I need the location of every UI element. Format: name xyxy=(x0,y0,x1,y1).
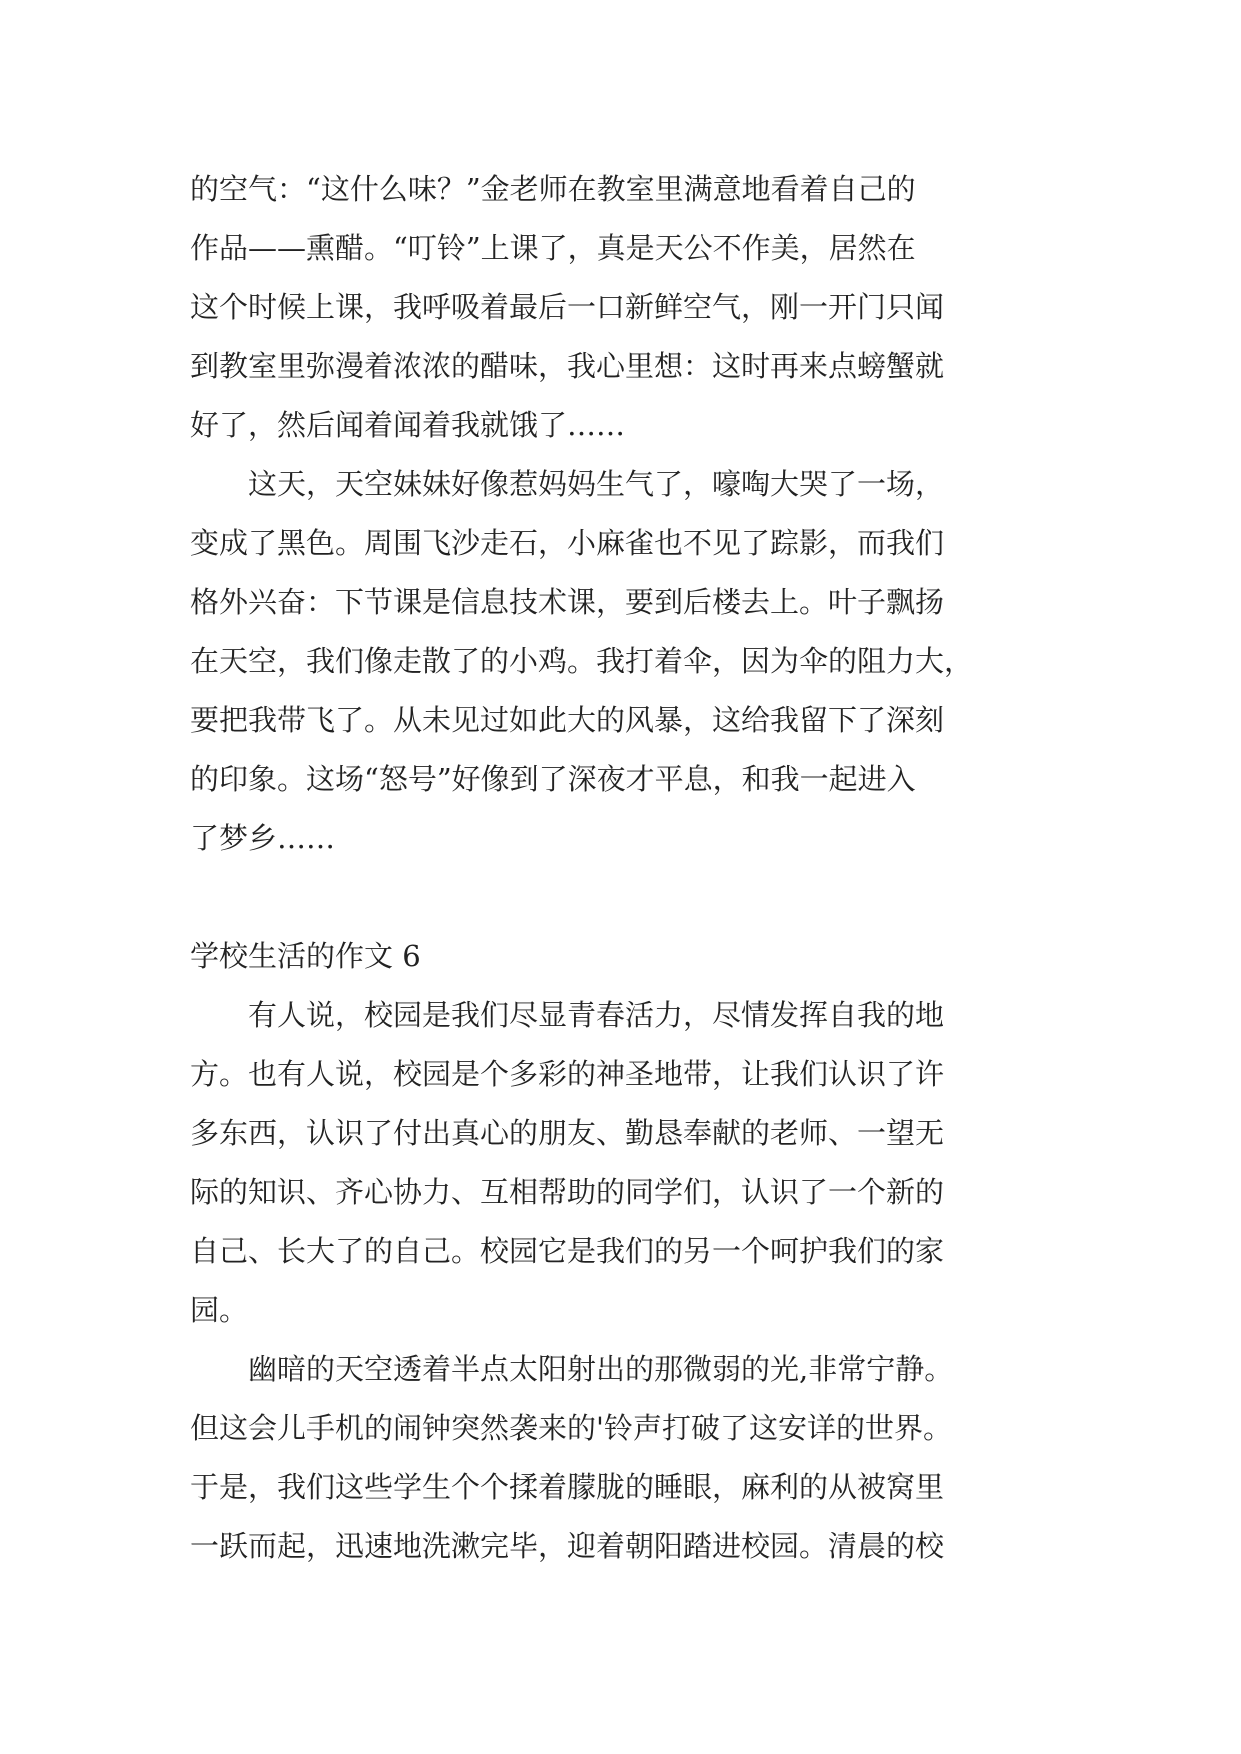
text-line: 园。 xyxy=(190,1293,249,1327)
text-line: 这天，天空妹妹好像惹妈妈生气了，嚎啕大哭了一场， xyxy=(190,467,945,501)
text-line: 这个时候上课，我呼吸着最后一口新鲜空气，刚一开门只闻 xyxy=(190,290,945,324)
text-line: 在天空，我们像走散了的小鸡。我打着伞，因为伞的阻力大， xyxy=(190,644,974,678)
text-line: 的印象。这场“怒号”好像到了深夜才平息，和我一起进入 xyxy=(190,762,916,796)
text-line: 好了，然后闻着闻着我就饿了…… xyxy=(190,408,626,442)
text-line: 方。也有人说，校园是个多彩的神圣地带，让我们认识了许 xyxy=(190,1057,945,1091)
text-line: 于是，我们这些学生个个揉着朦胧的睡眼，麻利的从被窝里 xyxy=(190,1470,945,1504)
paragraph-air-vinegar xyxy=(190,160,1070,455)
text-line: 多东西，认识了付出真心的朋友、勤恳奉献的老师、一望无 xyxy=(190,1116,945,1150)
text-line: 作品——熏醋。“叮铃”上课了，真是天公不作美，居然在 xyxy=(190,231,916,265)
paragraph-morning xyxy=(190,1340,1070,1576)
text-line: 到教室里弥漫着浓浓的醋味，我心里想：这时再来点螃蟹就 xyxy=(190,349,945,383)
section-spacer xyxy=(190,868,1070,927)
text-line: 但这会儿手机的闹钟突然袭来的'铃声打破了这安详的世界。 xyxy=(190,1411,952,1445)
text-line: 自己、长大了的自己。校园它是我们的另一个呵护我们的家 xyxy=(190,1234,945,1268)
text-line: 要把我带飞了。从未见过如此大的风暴，这给我留下了深刻 xyxy=(190,703,945,737)
text-line: 了梦乡…… xyxy=(190,821,336,855)
text-line: 有人说，校园是我们尽显青春活力，尽情发挥自我的地 xyxy=(190,998,945,1032)
text-line: 格外兴奋：下节课是信息技术课，要到后楼去上。叶子飘扬 xyxy=(190,585,945,619)
paragraph-storm xyxy=(190,455,1070,868)
text-line: 幽暗的天空透着半点太阳射出的那微弱的光,非常宁静。 xyxy=(190,1352,954,1386)
text-line: 一跃而起，迅速地洗漱完毕，迎着朝阳踏进校园。清晨的校 xyxy=(190,1529,945,1563)
text-line: 变成了黑色。周围飞沙走石，小麻雀也不见了踪影，而我们 xyxy=(190,526,945,560)
paragraph-campus-intro xyxy=(190,986,1070,1340)
section-title: 学校生活的作文 6 xyxy=(190,939,421,973)
text-line: 际的知识、齐心协力、互相帮助的同学们，认识了一个新的 xyxy=(190,1175,945,1209)
document-body xyxy=(190,160,1070,1576)
text-line: 的空气：“这什么味？”金老师在教室里满意地看着自己的 xyxy=(190,172,916,206)
